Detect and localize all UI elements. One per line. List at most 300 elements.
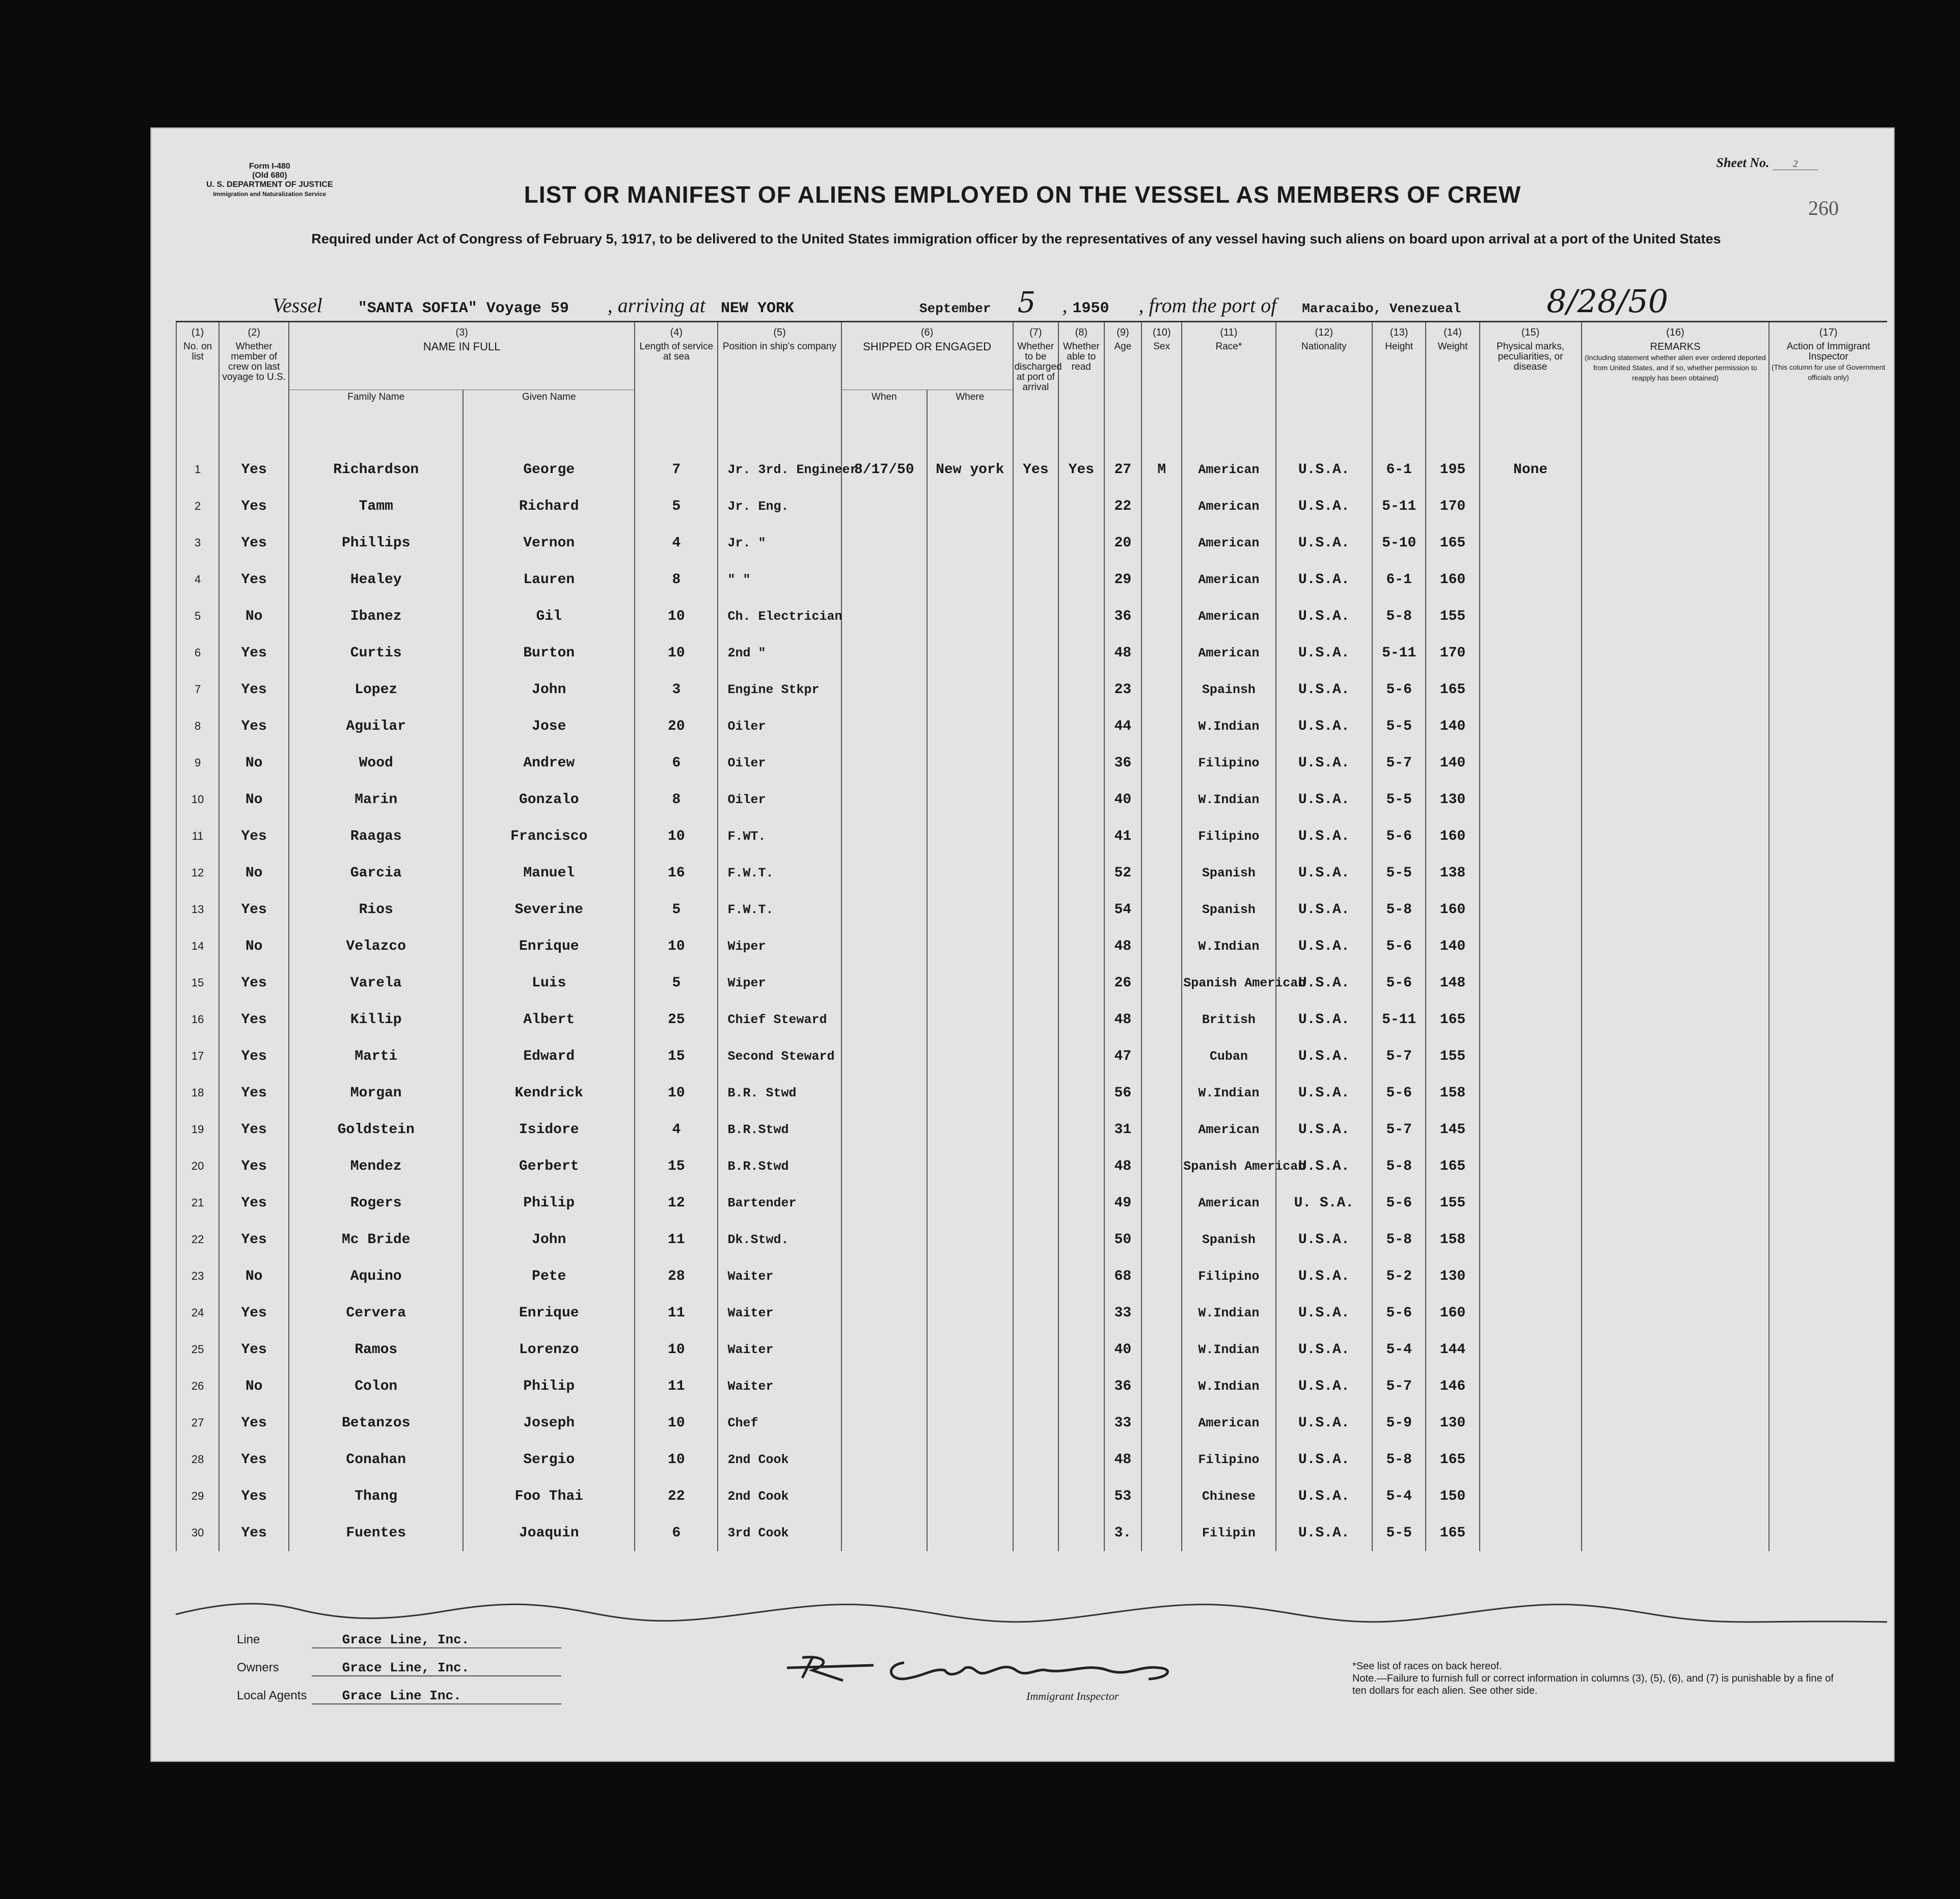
cell-inspector-action (1769, 928, 1887, 965)
cell-discharge (1013, 598, 1059, 635)
cell-shipped-where (927, 1368, 1013, 1405)
cell-family-name: Mendez (289, 1148, 463, 1185)
cell-sex (1141, 855, 1182, 891)
cell-age: 41 (1104, 818, 1142, 855)
cell-position: 3rd Cook (718, 1515, 841, 1551)
cell-service-years: 5 (635, 891, 718, 928)
cell-inspector-action (1769, 598, 1887, 635)
cell-given-name: Kendrick (463, 1075, 635, 1111)
page-number: 260 (1808, 197, 1839, 219)
footer-owners (237, 1660, 561, 1676)
cell-list-number: 4 (176, 561, 219, 598)
cell-given-name: Richard (463, 488, 635, 525)
table-row (176, 965, 1887, 1001)
cell-list-number: 18 (176, 1075, 219, 1111)
cell-discharge (1013, 1185, 1059, 1221)
table-row (176, 635, 1887, 671)
cell-given-name: Philip (463, 1368, 635, 1405)
cell-position: Waiter (718, 1295, 841, 1331)
table-row (176, 1441, 1887, 1478)
cell-shipped-when (841, 1148, 927, 1185)
cell-height: 6-1 (1372, 416, 1426, 488)
cell-race: W.Indian (1182, 708, 1275, 745)
table-row (176, 1368, 1887, 1405)
cell-age: 44 (1104, 708, 1142, 745)
cell-remarks (1582, 1295, 1770, 1331)
cell-given-name: Foo Thai (463, 1478, 635, 1515)
cell-able-to-read (1058, 1258, 1104, 1295)
cell-able-to-read (1058, 928, 1104, 965)
cell-sex (1141, 488, 1182, 525)
cell-height: 5-10 (1372, 525, 1426, 561)
cell-sex (1141, 928, 1182, 965)
cell-given-name: Lauren (463, 561, 635, 598)
cell-height: 5-8 (1372, 891, 1426, 928)
cell-family-name: Aquino (289, 1258, 463, 1295)
cell-inspector-action (1769, 1515, 1887, 1551)
cell-physical-marks (1480, 488, 1582, 525)
cell-nationality: U.S.A. (1276, 965, 1373, 1001)
cell-physical-marks (1480, 1221, 1582, 1258)
cell-family-name: Cervera (289, 1295, 463, 1331)
cell-sex (1141, 1221, 1182, 1258)
col-header-read: (8) Whether able to read (1058, 322, 1104, 416)
cell-service-years: 10 (635, 818, 718, 855)
cell-nationality: U.S.A. (1276, 1148, 1373, 1185)
cell-given-name: Francisco (463, 818, 635, 855)
cell-inspector-action (1769, 416, 1887, 488)
cell-race: Filipino (1182, 745, 1275, 781)
cell-nationality: U.S.A. (1276, 1441, 1373, 1478)
cell-family-name: Goldstein (289, 1111, 463, 1148)
cell-remarks (1582, 1111, 1770, 1148)
cell-able-to-read (1058, 1001, 1104, 1038)
cell-weight: 140 (1426, 928, 1479, 965)
cell-shipped-where (927, 635, 1013, 671)
col-header-nationality: (12) Nationality (1276, 322, 1373, 416)
table-row (176, 928, 1887, 965)
cell-remarks (1582, 891, 1770, 928)
cell-sex (1141, 1441, 1182, 1478)
cell-weight: 165 (1426, 1515, 1479, 1551)
cell-remarks (1582, 1441, 1770, 1478)
cell-shipped-when (841, 598, 927, 635)
manifest-sheet (150, 127, 1895, 1762)
cell-previous-voyage: Yes (219, 671, 289, 708)
vessel-name: "SANTA SOFIA" Voyage 59 (358, 300, 569, 317)
cell-service-years: 10 (635, 1075, 718, 1111)
cell-able-to-read (1058, 781, 1104, 818)
cell-remarks (1582, 1148, 1770, 1185)
cell-physical-marks (1480, 855, 1582, 891)
cell-shipped-where (927, 1148, 1013, 1185)
cell-physical-marks (1480, 818, 1582, 855)
cell-list-number: 25 (176, 1331, 219, 1368)
cell-family-name: Raagas (289, 818, 463, 855)
cell-previous-voyage: Yes (219, 525, 289, 561)
cell-weight: 195 (1426, 416, 1479, 488)
cell-remarks (1582, 1405, 1770, 1441)
cell-race: American (1182, 416, 1275, 488)
cell-shipped-when (841, 488, 927, 525)
cell-weight: 130 (1426, 781, 1479, 818)
cell-previous-voyage: Yes (219, 818, 289, 855)
cell-remarks (1582, 855, 1770, 891)
cell-previous-voyage: Yes (219, 1185, 289, 1221)
cell-race: W.Indian (1182, 1368, 1275, 1405)
table-row (176, 561, 1887, 598)
cell-list-number: 15 (176, 965, 219, 1001)
cell-shipped-when (841, 965, 927, 1001)
cell-age: 20 (1104, 525, 1142, 561)
cell-family-name: Lopez (289, 671, 463, 708)
cell-physical-marks (1480, 1075, 1582, 1111)
cell-age: 53 (1104, 1478, 1142, 1515)
cell-remarks (1582, 1185, 1770, 1221)
cell-race: Chinese (1182, 1478, 1275, 1515)
cell-shipped-when (841, 525, 927, 561)
table-row (176, 1111, 1887, 1148)
cell-inspector-action (1769, 1368, 1887, 1405)
cell-given-name: John (463, 1221, 635, 1258)
cell-remarks (1582, 708, 1770, 745)
col-header-position: (5) Position in ship's company (718, 322, 841, 416)
cell-remarks (1582, 525, 1770, 561)
cell-service-years: 16 (635, 855, 718, 891)
arrival-year: 1950 (1072, 300, 1109, 317)
cell-shipped-when (841, 708, 927, 745)
cell-position: Bartender (718, 1185, 841, 1221)
cell-weight: 140 (1426, 708, 1479, 745)
cell-race: W.Indian (1182, 1295, 1275, 1331)
cell-position: Waiter (718, 1258, 841, 1295)
cell-service-years: 4 (635, 1111, 718, 1148)
cell-physical-marks (1480, 781, 1582, 818)
cell-given-name: John (463, 671, 635, 708)
cell-service-years: 12 (635, 1185, 718, 1221)
cell-shipped-where (927, 1405, 1013, 1441)
cell-given-name: Philip (463, 1185, 635, 1221)
wavy-cancel-line (176, 1594, 1887, 1625)
cell-age: 26 (1104, 965, 1142, 1001)
signature-label: Immigrant Inspector (1026, 1690, 1119, 1702)
signature-drawing (782, 1642, 1200, 1688)
from-label: , from the port of (1138, 294, 1277, 317)
cell-shipped-where (927, 1258, 1013, 1295)
cell-discharge (1013, 928, 1059, 965)
cell-age: 48 (1104, 1441, 1142, 1478)
cell-nationality: U.S.A. (1276, 488, 1373, 525)
cell-shipped-when (841, 1185, 927, 1221)
cell-discharge (1013, 1331, 1059, 1368)
cell-able-to-read (1058, 965, 1104, 1001)
cell-weight: 155 (1426, 598, 1479, 635)
cell-age: 47 (1104, 1038, 1142, 1075)
cell-discharge (1013, 1148, 1059, 1185)
cell-family-name: Fuentes (289, 1515, 463, 1551)
cell-shipped-where (927, 1221, 1013, 1258)
col-header-when: When (841, 390, 927, 416)
agents-label: Local Agents (237, 1689, 307, 1702)
cell-able-to-read (1058, 635, 1104, 671)
cell-able-to-read (1058, 1295, 1104, 1331)
cell-family-name: Richardson (289, 416, 463, 488)
table-row (176, 855, 1887, 891)
cell-position: Second Steward (718, 1038, 841, 1075)
cell-list-number: 10 (176, 781, 219, 818)
cell-weight: 138 (1426, 855, 1479, 891)
cell-family-name: Morgan (289, 1075, 463, 1111)
handwritten-date: 8/28/50 (1546, 283, 1669, 320)
cell-height: 5-8 (1372, 598, 1426, 635)
cell-given-name: Luis (463, 965, 635, 1001)
cell-physical-marks (1480, 1038, 1582, 1075)
cell-able-to-read (1058, 1441, 1104, 1478)
table-row (176, 671, 1887, 708)
cell-family-name: Betanzos (289, 1405, 463, 1441)
cell-shipped-when (841, 1405, 927, 1441)
cell-race: British (1182, 1001, 1275, 1038)
header-row (176, 322, 1887, 390)
cell-height: 5-7 (1372, 1111, 1426, 1148)
cell-race: W.Indian (1182, 781, 1275, 818)
cell-age: 49 (1104, 1185, 1142, 1221)
cell-list-number: 28 (176, 1441, 219, 1478)
cell-given-name: Gonzalo (463, 781, 635, 818)
cell-physical-marks (1480, 708, 1582, 745)
cell-inspector-action (1769, 1001, 1887, 1038)
cell-shipped-where (927, 561, 1013, 598)
cell-height: 5-6 (1372, 1075, 1426, 1111)
cell-given-name: Pete (463, 1258, 635, 1295)
cell-shipped-when (841, 891, 927, 928)
cell-physical-marks (1480, 525, 1582, 561)
cell-age: 48 (1104, 928, 1142, 965)
cell-discharge (1013, 1368, 1059, 1405)
cell-race: American (1182, 1185, 1275, 1221)
cell-inspector-action (1769, 1221, 1887, 1258)
cell-weight: 165 (1426, 525, 1479, 561)
cell-height: 5-7 (1372, 745, 1426, 781)
cell-position: Engine Stkpr (718, 671, 841, 708)
cell-service-years: 10 (635, 1405, 718, 1441)
cell-service-years: 4 (635, 525, 718, 561)
cell-remarks (1582, 928, 1770, 965)
cell-sex (1141, 1515, 1182, 1551)
cell-nationality: U.S.A. (1276, 1295, 1373, 1331)
cell-height: 5-6 (1372, 671, 1426, 708)
cell-position: Ch. Electrician (718, 598, 841, 635)
cell-previous-voyage: No (219, 781, 289, 818)
cell-discharge (1013, 1258, 1059, 1295)
cell-age: 48 (1104, 635, 1142, 671)
crew-table (176, 322, 1887, 1551)
cell-previous-voyage: Yes (219, 1221, 289, 1258)
cell-previous-voyage: Yes (219, 1075, 289, 1111)
cell-shipped-where (927, 1038, 1013, 1075)
cell-sex (1141, 1258, 1182, 1295)
cell-physical-marks (1480, 561, 1582, 598)
cell-physical-marks (1480, 891, 1582, 928)
from-port: Maracaibo, Venezueal (1302, 301, 1461, 316)
cell-physical-marks (1480, 1368, 1582, 1405)
col-header-given-name: Given Name (463, 390, 635, 416)
cell-discharge (1013, 671, 1059, 708)
cell-discharge (1013, 1111, 1059, 1148)
col-header-name: (3) NAME IN FULL (289, 322, 635, 390)
cell-sex (1141, 1185, 1182, 1221)
cell-race: Filipino (1182, 1441, 1275, 1478)
cell-shipped-where (927, 1515, 1013, 1551)
cell-position: Chef (718, 1405, 841, 1441)
crew-rows (176, 416, 1887, 1551)
cell-able-to-read (1058, 1478, 1104, 1515)
cell-family-name: Marti (289, 1038, 463, 1075)
cell-shipped-where (927, 965, 1013, 1001)
cell-weight: 130 (1426, 1405, 1479, 1441)
cell-shipped-when (841, 1001, 927, 1038)
cell-service-years: 6 (635, 1515, 718, 1551)
cell-nationality: U.S.A. (1276, 855, 1373, 891)
cell-inspector-action (1769, 1111, 1887, 1148)
cell-shipped-where (927, 598, 1013, 635)
cell-shipped-when (841, 745, 927, 781)
cell-list-number: 20 (176, 1148, 219, 1185)
cell-position: Jr. " (718, 525, 841, 561)
cell-discharge (1013, 1221, 1059, 1258)
col-header-shipped: (6) SHIPPED OR ENGAGED (841, 322, 1013, 390)
cell-inspector-action (1769, 745, 1887, 781)
cell-able-to-read (1058, 1221, 1104, 1258)
owners-value: Grace Line, Inc. (312, 1660, 561, 1676)
cell-shipped-when (841, 1038, 927, 1075)
table-row (176, 1221, 1887, 1258)
cell-shipped-when (841, 1331, 927, 1368)
col-header-age: (9) Age (1104, 322, 1142, 416)
cell-able-to-read: Yes (1058, 416, 1104, 488)
cell-discharge (1013, 1038, 1059, 1075)
cell-nationality: U.S.A. (1276, 635, 1373, 671)
cell-shipped-when (841, 635, 927, 671)
cell-age: 52 (1104, 855, 1142, 891)
cell-list-number: 23 (176, 1258, 219, 1295)
cell-age: 40 (1104, 781, 1142, 818)
cell-discharge (1013, 965, 1059, 1001)
cell-position: Jr. Eng. (718, 488, 841, 525)
cell-nationality: U.S.A. (1276, 1478, 1373, 1515)
department-name: U. S. DEPARTMENT OF JUSTICE (206, 180, 333, 189)
cell-inspector-action (1769, 1258, 1887, 1295)
cell-age: 22 (1104, 488, 1142, 525)
cell-height: 5-2 (1372, 1258, 1426, 1295)
cell-height: 5-8 (1372, 1441, 1426, 1478)
cell-physical-marks (1480, 1111, 1582, 1148)
cell-service-years: 10 (635, 1441, 718, 1478)
cell-list-number: 29 (176, 1478, 219, 1515)
cell-remarks (1582, 1038, 1770, 1075)
cell-weight: 140 (1426, 745, 1479, 781)
cell-race: Spanish American (1182, 965, 1275, 1001)
table-row (176, 1478, 1887, 1515)
cell-previous-voyage: Yes (219, 488, 289, 525)
cell-previous-voyage: No (219, 1258, 289, 1295)
col-header-inspector-action: (17) Action of Immigrant Inspector (This column for use of Government officials only) (1769, 322, 1887, 416)
cell-given-name: Edward (463, 1038, 635, 1075)
cell-height: 5-7 (1372, 1038, 1426, 1075)
cell-given-name: Isidore (463, 1111, 635, 1148)
cell-age: 50 (1104, 1221, 1142, 1258)
cell-race: W.Indian (1182, 1331, 1275, 1368)
cell-physical-marks (1480, 1148, 1582, 1185)
cell-remarks (1582, 561, 1770, 598)
cell-list-number: 16 (176, 1001, 219, 1038)
cell-height: 5-4 (1372, 1331, 1426, 1368)
footer-note (1352, 1660, 1841, 1697)
cell-nationality: U.S.A. (1276, 1075, 1373, 1111)
cell-inspector-action (1769, 708, 1887, 745)
cell-service-years: 5 (635, 488, 718, 525)
col-header-height: (13) Height (1372, 322, 1426, 416)
cell-position: F.W.T. (718, 891, 841, 928)
cell-shipped-when (841, 1258, 927, 1295)
cell-list-number: 26 (176, 1368, 219, 1405)
cell-height: 6-1 (1372, 561, 1426, 598)
col-header-race: (11) Race* (1182, 322, 1275, 416)
cell-inspector-action (1769, 525, 1887, 561)
col-header-weight: (14) Weight (1426, 322, 1479, 416)
cell-remarks (1582, 965, 1770, 1001)
cell-inspector-action (1769, 1148, 1887, 1185)
cell-service-years: 10 (635, 928, 718, 965)
cell-able-to-read (1058, 1111, 1104, 1148)
cell-height: 5-5 (1372, 781, 1426, 818)
cell-able-to-read (1058, 488, 1104, 525)
cell-service-years: 25 (635, 1001, 718, 1038)
cell-sex (1141, 635, 1182, 671)
cell-list-number: 9 (176, 745, 219, 781)
cell-age: 33 (1104, 1405, 1142, 1441)
vessel-label: Vessel (273, 294, 322, 317)
cell-shipped-when (841, 781, 927, 818)
cell-family-name: Rogers (289, 1185, 463, 1221)
table-row (176, 1331, 1887, 1368)
cell-remarks (1582, 1075, 1770, 1111)
cell-sex (1141, 1295, 1182, 1331)
cell-physical-marks (1480, 1185, 1582, 1221)
cell-height: 5-8 (1372, 1221, 1426, 1258)
cell-previous-voyage: Yes (219, 1148, 289, 1185)
cell-race: Filipin (1182, 1515, 1275, 1551)
col-header-discharge: (7) Whether to be discharged at port of arrival (1013, 322, 1059, 416)
cell-remarks (1582, 745, 1770, 781)
form-number: Form I-480 (249, 162, 290, 171)
cell-shipped-where (927, 488, 1013, 525)
cell-remarks (1582, 1515, 1770, 1551)
cell-weight: 158 (1426, 1075, 1479, 1111)
cell-nationality: U.S.A. (1276, 671, 1373, 708)
cell-list-number: 11 (176, 818, 219, 855)
cell-service-years: 11 (635, 1221, 718, 1258)
cell-family-name: Wood (289, 745, 463, 781)
cell-service-years: 11 (635, 1368, 718, 1405)
cell-inspector-action (1769, 855, 1887, 891)
cell-inspector-action (1769, 891, 1887, 928)
cell-position: Waiter (718, 1331, 841, 1368)
cell-service-years: 6 (635, 745, 718, 781)
cell-weight: 150 (1426, 1478, 1479, 1515)
cell-shipped-when (841, 671, 927, 708)
cell-shipped-when (841, 561, 927, 598)
